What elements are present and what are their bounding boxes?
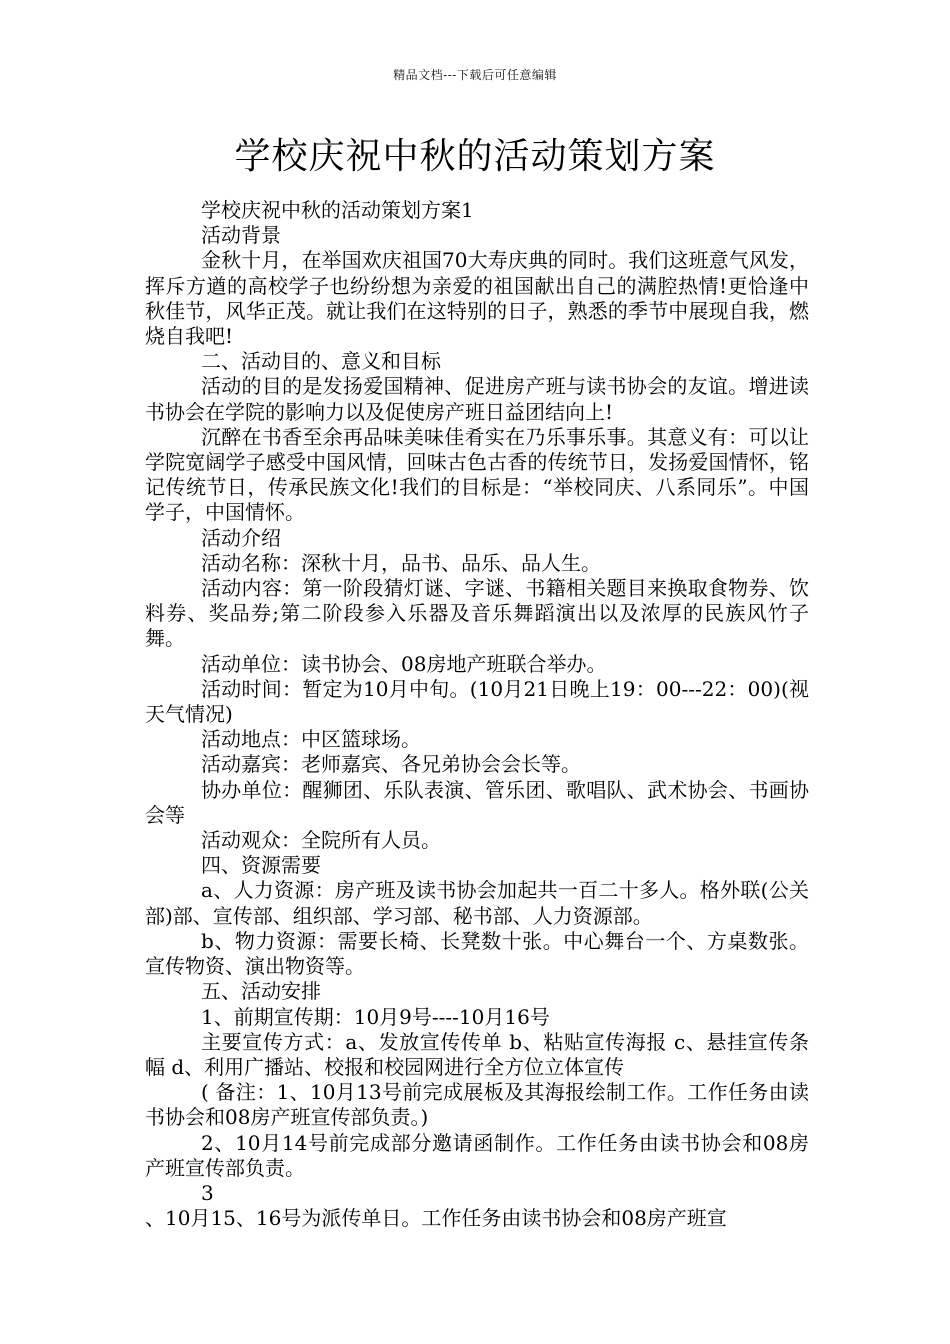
paragraph-activity-content: 活动内容：第一阶段猜灯谜、字谜、书籍相关题目来换取食物券、饮料券、奖品券;第二阶段参入乐器及音乐舞蹈演出以及浓厚的民族风竹子舞。 — [145, 576, 809, 651]
paragraph-activity-guests: 活动嘉宾：老师嘉宾、各兄弟协会会长等。 — [201, 752, 581, 777]
document-title: 学校庆祝中秋的活动策划方案 — [234, 136, 716, 177]
paragraph-audience: 活动观众：全院所有人员。 — [201, 828, 441, 853]
paragraph-human-resources: a、人力资源：房产班及读书协会加起共一百二十多人。格外联(公关部)部、宣传部、组织部、学习部、秘书部、人力资源部。 — [145, 878, 809, 928]
paragraph-note: ( 备注：1、10月13号前完成展板及其海报绘制工作。工作任务由读书协会和08房产班宣传部负责。) — [145, 1080, 809, 1130]
paragraph-flyer-days: 、10月15、16号为派传单日。工作任务由读书协会和08房产班宣 — [145, 1206, 727, 1231]
paragraph-activity-location: 活动地点：中区篮球场。 — [201, 727, 421, 752]
paragraph-material-resources: b、物力资源：需要长椅、长凳数十张。中心舞台一个、方桌数张。宣传物资、演出物资等。 — [145, 928, 809, 979]
paragraph-activity-organizer: 活动单位：读书协会、08房地产班联合举办。 — [201, 651, 607, 676]
paragraph-item-number: 3 — [201, 1180, 214, 1205]
paragraph-purpose: 活动的目的是发扬爱国精神、促进房产班与读书协会的友谊。增进读书协会在学院的影响力以及促使房产班日益团结向上! — [145, 374, 809, 424]
paragraph-co-organizers: 协办单位：醒狮团、乐队表演、管乐团、歌唱队、武术协会、书画协会等 — [145, 777, 809, 827]
page-header: 精品文档---下载后可任意编辑 — [393, 68, 557, 82]
paragraph-publicity-methods: 主要宣传方式：a、发放宣传传单 b、粘贴宣传海报 c、悬挂宣传条幅 d、利用广播站、校报和校园网进行全方位立体宣传 — [145, 1029, 809, 1079]
paragraph-meaning: 沉醉在书香至余再品味美味佳肴实在乃乐事乐事。其意义有：可以让学院宽阔学子感受中国风情，回味古色古香的传统节日，发扬爱国情怀，铭记传统节日，传承民族文化!我们的目标是：“举校同庆、八系同乐”。中国学子，中国情怀。 — [145, 424, 809, 525]
paragraph-heading-resources: 四、资源需要 — [201, 853, 321, 878]
paragraph-publicity-period: 1、前期宣传期：10月9号----10月16号 — [201, 1004, 550, 1029]
paragraph-heading-background: 活动背景 — [201, 223, 281, 248]
paragraph-subtitle: 学校庆祝中秋的活动策划方案1 — [201, 198, 474, 222]
document-body — [145, 198, 809, 1231]
paragraph-heading-purpose: 二、活动目的、意义和目标 — [201, 349, 441, 374]
paragraph-activity-name: 活动名称：深秋十月，品书、品乐、品人生。 — [201, 550, 601, 575]
paragraph-heading-intro: 活动介绍 — [201, 525, 281, 550]
paragraph-invitations: 2、10月14号前完成部分邀请函制作。工作任务由读书协会和08房产班宣传部负责。 — [145, 1130, 809, 1180]
paragraph-background: 金秋十月，在举国欢庆祖国70大寿庆典的同时。我们这班意气风发，挥斥方遒的高校学子也纷纷想为亲爱的祖国献出自己的满腔热情!更恰逢中秋佳节，风华正茂。就让我们在这特别的日子，熟悉的季节中展现自我，燃烧自我吧! — [145, 248, 809, 349]
paragraph-activity-time: 活动时间：暂定为10月中旬。(10月21日晚上19：00---22：00)(视天气情况) — [145, 676, 809, 727]
paragraph-heading-schedule: 五、活动安排 — [201, 979, 321, 1004]
